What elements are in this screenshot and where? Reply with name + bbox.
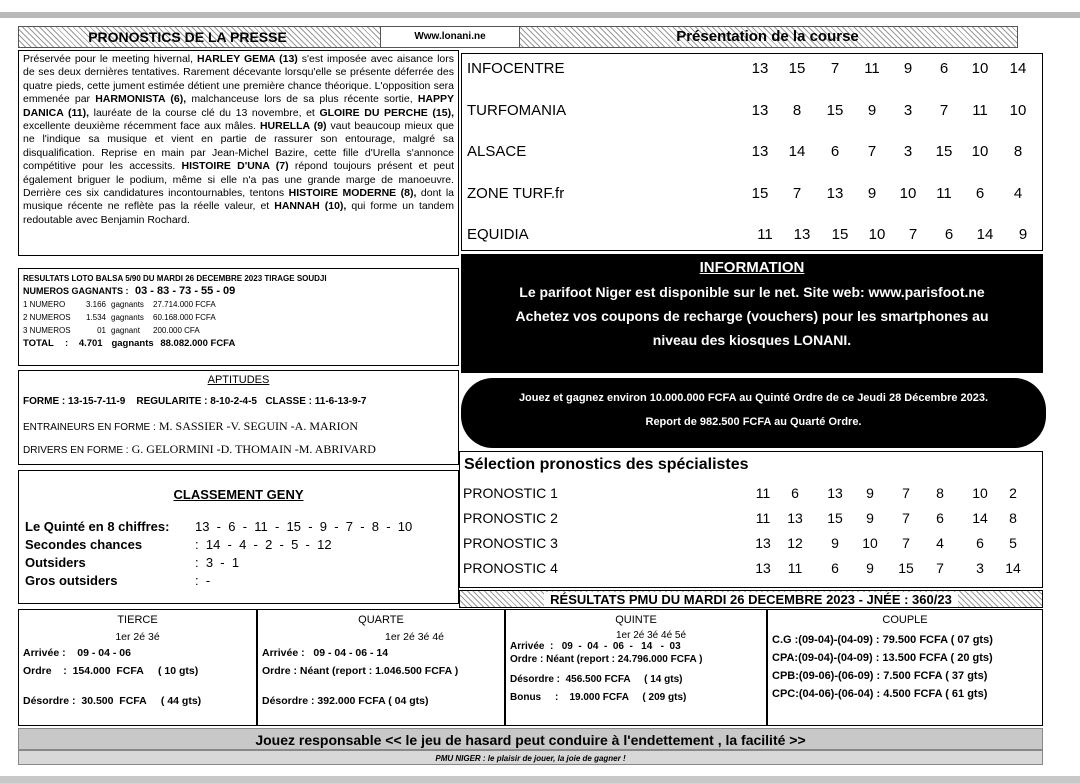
horse-number: 15 <box>751 184 769 202</box>
pronostic-name: PRONOSTIC 2 <box>463 510 558 526</box>
horse-number: 3 <box>903 143 913 160</box>
horse-name: HISTOIRE MODERNE (8), <box>288 187 417 200</box>
tierce-places: 1er 2é 3é <box>115 631 160 643</box>
pronostic-name: PRONOSTIC 3 <box>463 535 558 551</box>
horse-number: 9 <box>867 101 877 119</box>
horse-number: 9 <box>866 510 874 526</box>
horse-number: 4 <box>936 535 944 551</box>
couple-row: CPB:(09-06)-(06-09) : 7.500 FCFA ( 37 gts) <box>772 670 988 682</box>
press-text: dont la musique récente ne reflète pas la réelle valeur, et <box>23 187 454 213</box>
loto-row <box>23 298 454 311</box>
horse-number: 10 <box>899 184 917 202</box>
tierce-title: TIERCE <box>117 614 158 626</box>
loto-row-count: 3.166 <box>85 300 106 309</box>
horse-number: 13 <box>827 485 843 501</box>
horse-number: 9 <box>1018 226 1028 243</box>
geny-row-label: Secondes chances <box>25 537 143 552</box>
presentation-source: ALSACE <box>467 143 527 160</box>
quinte-box <box>505 609 767 726</box>
horse-number: 7 <box>908 226 918 243</box>
couple-rows <box>768 634 1042 700</box>
horse-number: 6 <box>831 560 839 576</box>
couple-row: CPC:(04-06)-(06-04) : 4.500 FCFA ( 61 gts) <box>772 688 988 700</box>
quarte-desordre: Désordre : 392.000 FCFA ( 04 gts) <box>262 695 429 707</box>
horse-number: 13 <box>751 60 769 77</box>
geny-row <box>25 554 452 572</box>
horse-number: 10 <box>972 485 988 501</box>
presentation-title: Présentation de la course <box>676 28 859 45</box>
aptitudes-title: APTITUDES <box>207 374 270 386</box>
press-text: qui forme un tandem redoutable avec Benjamin Rochard. <box>23 200 454 226</box>
press-title: PRONOSTICS DE LA PRESSE <box>88 29 287 45</box>
loto-row <box>23 324 454 337</box>
presentation-row <box>462 143 1044 163</box>
presentation-row <box>462 226 1044 246</box>
horse-number: 14 <box>1005 560 1021 576</box>
loto-row-label: 1 NUMERO <box>23 300 66 309</box>
horse-number: 10 <box>868 226 886 243</box>
pmu-results-title: RÉSULTATS PMU DU MARDI 26 DECEMBRE 2023 - JNÉE : 360/23 <box>459 590 1043 608</box>
horse-number: 7 <box>939 101 949 119</box>
horse-number: 13 <box>793 226 811 243</box>
horse-number: 14 <box>972 510 988 526</box>
horse-number: 9 <box>867 184 877 202</box>
aptitudes-drivers: DRIVERS EN FORME : G. GELORMINI -D. THOMAIN -M. ABRIVARD <box>23 442 376 456</box>
horse-number: 7 <box>830 60 840 77</box>
geny-row <box>25 518 452 536</box>
horse-name: GLOIRE DU PERCHE (15), <box>319 106 454 119</box>
horse-number: 13 <box>755 535 771 551</box>
horse-name: HARLEY GEMA (13) <box>197 53 298 65</box>
horse-number: 14 <box>1009 60 1027 77</box>
selection-title: Sélection pronostics des spécialistes <box>464 456 749 473</box>
horse-number: 7 <box>902 535 910 551</box>
loto-results <box>18 268 459 366</box>
information-title: INFORMATION <box>699 259 805 276</box>
loto-row-amount: 60.168.000 FCFA <box>153 313 216 322</box>
loto-row-unit: gagnants <box>111 313 144 322</box>
loto-row-count: 1.534 <box>85 313 106 322</box>
horse-number: 3 <box>976 560 984 576</box>
horse-name: HISTOIRE D'UNA (7) <box>181 160 289 173</box>
horse-number: 6 <box>976 535 984 551</box>
quinte-ordre: Ordre : Néant (report : 24.796.000 FCFA ) <box>510 654 703 665</box>
geny-row <box>25 536 452 554</box>
quinte-bonus: Bonus : 19.000 FCFA ( 209 gts) <box>510 692 687 703</box>
quinte-desordre: Désordre : 456.500 FCFA ( 14 gts) <box>510 674 683 685</box>
geny-row-value: : - <box>195 573 211 588</box>
horse-name: HARMONISTA (6), <box>95 93 187 106</box>
press-text: Préservée pour le meeting hivernal, <box>23 53 198 65</box>
quarte-box <box>257 609 505 726</box>
horse-number: 2 <box>1009 485 1017 501</box>
presentation-source: INFOCENTRE <box>467 60 565 77</box>
geny-row-label: Le Quinté en 8 chiffres: <box>25 519 170 534</box>
loto-row-unit: gagnant <box>111 326 140 335</box>
horse-number: 14 <box>976 226 994 243</box>
horse-number: 8 <box>1009 510 1017 526</box>
horse-number: 7 <box>902 485 910 501</box>
quarte-ordre: Ordre : Néant (report : 1.046.500 FCFA ) <box>262 665 459 677</box>
horse-number: 8 <box>792 101 802 119</box>
press-text: lauréate de la course clé du 13 novembre, et <box>89 106 320 119</box>
horse-number: 7 <box>867 143 877 160</box>
geny-row-value: 13 - 6 - 11 - 15 - 9 - 7 - 8 - 10 <box>195 519 413 534</box>
pronostic-name: PRONOSTIC 1 <box>463 485 558 501</box>
loto-row-unit: gagnants <box>111 300 144 309</box>
presentation-source: ZONE TURF.fr <box>467 184 565 202</box>
tierce-box <box>18 609 257 726</box>
information-line-2: Achetez vos coupons de recharge (vouchers) pour les smartphones au <box>515 308 989 324</box>
presentation-table <box>461 53 1043 251</box>
bottom-rule <box>0 776 1080 783</box>
horse-number: 13 <box>787 510 803 526</box>
press-text: malchanceuse lors de sa plus récente sortie, <box>186 93 418 106</box>
horse-number: 11 <box>755 510 771 526</box>
horse-number: 12 <box>787 535 803 551</box>
couple-title: COUPLE <box>882 614 928 626</box>
quarte-arrivee: Arrivée : 09 - 04 - 06 - 14 <box>262 647 389 659</box>
horse-number: 13 <box>751 101 769 119</box>
horse-number: 11 <box>972 101 988 119</box>
horse-number: 9 <box>903 60 913 77</box>
information-line-3: niveau des kiosques LONANI. <box>652 332 852 348</box>
aptitudes-entraineurs: ENTRAINEURS EN FORME : M. SASSIER -V. SEGUIN -A. MARION <box>23 419 358 433</box>
horse-number: 14 <box>788 143 806 160</box>
horse-number: 15 <box>827 510 843 526</box>
tierce-arrivee: Arrivée : 09 - 04 - 06 <box>23 647 131 659</box>
jackpot-banner <box>461 378 1046 448</box>
information-box <box>461 254 1043 373</box>
quinte-places: 1er 2é 3é 4é 5é <box>615 630 687 641</box>
presentation-row <box>462 102 1044 122</box>
tierce-desordre: Désordre : 30.500 FCFA ( 44 gts) <box>23 695 202 707</box>
loto-title: RESULTATS LOTO BALSA 5/90 DU MARDI 26 DECEMBRE 2023 TIRAGE SOUDJI <box>23 274 327 283</box>
loto-total: TOTAL : 4.701 gagnants 88.082.000 FCFA <box>23 338 236 349</box>
horse-number: 13 <box>755 560 771 576</box>
pronostic-row <box>460 535 1042 555</box>
geny-row-value: : 14 - 4 - 2 - 5 - 12 <box>195 537 332 552</box>
quarte-title: QUARTE <box>358 614 404 626</box>
press-text: s'est imposée avec aisance lors de ses deux dernières tentatives. Rarement décevante lorsqu'elle se présente déferrée des quatre pieds, cette jument estimée détient une première chance théorique. L'opposition sera emmenée par <box>23 53 454 106</box>
geny-rows <box>25 518 452 590</box>
horse-number: 10 <box>862 535 878 551</box>
horse-name: HANNAH (10), <box>274 200 347 213</box>
pronostic-row <box>460 510 1042 530</box>
tierce-ordre: Ordre : 154.000 FCFA ( 10 gts) <box>23 665 199 677</box>
jackpot-line-1: Jouez et gagnez environ 10.000.000 FCFA au Quinté Ordre de ce Jeudi 28 Décembre 2023. <box>518 392 989 404</box>
horse-number: 15 <box>788 60 806 77</box>
horse-number: 11 <box>757 226 773 243</box>
horse-number: 6 <box>830 143 840 160</box>
horse-number: 11 <box>936 184 952 202</box>
loto-row-count: 01 <box>97 326 106 335</box>
horse-number: 13 <box>826 184 844 202</box>
horse-number: 6 <box>975 184 985 202</box>
aptitudes-section <box>18 370 459 465</box>
pronostic-name: PRONOSTIC 4 <box>463 560 558 576</box>
information-line-1: Le parifoot Niger est disponible sur le net. Site web: www.parisfoot.ne <box>519 284 985 300</box>
horse-number: 5 <box>1009 535 1017 551</box>
horse-number: 10 <box>1009 101 1027 119</box>
horse-number: 11 <box>787 560 803 576</box>
presentation-source: EQUIDIA <box>467 226 529 243</box>
geny-row-value: : 3 - 1 <box>195 555 240 570</box>
presentation-row <box>462 185 1044 205</box>
quarte-places: 1er 2é 3é 4é <box>385 631 444 643</box>
horse-number: 3 <box>903 101 913 119</box>
loto-row-amount: 200.000 CFA <box>153 326 200 335</box>
quinte-title: QUINTE <box>615 614 657 626</box>
horse-number: 15 <box>831 226 849 243</box>
horse-number: 9 <box>866 485 874 501</box>
press-paragraph <box>18 50 459 256</box>
jackpot-line-2: Report de 982.500 FCFA au Quarté Ordre. <box>645 416 862 428</box>
horse-number: 10 <box>971 60 989 77</box>
horse-number: 9 <box>831 535 839 551</box>
horse-number: 15 <box>826 101 844 119</box>
horse-number: 11 <box>755 485 771 501</box>
loto-row-amount: 27.714.000 FCFA <box>153 300 216 309</box>
aptitudes-forme: FORME : 13-15-7-11-9 REGULARITE : 8-10-2-4-5 CLASSE : 11-6-13-9-7 <box>23 396 367 407</box>
horse-number: 4 <box>1013 184 1023 202</box>
loto-numbers: 03 - 83 - 73 - 55 - 09 <box>135 285 236 297</box>
horse-number: 8 <box>1013 143 1023 160</box>
pronostic-row <box>460 560 1042 580</box>
horse-number: 6 <box>939 60 949 77</box>
horse-number: 15 <box>898 560 914 576</box>
horse-number: 7 <box>936 560 944 576</box>
horse-number: 13 <box>751 143 769 160</box>
horse-number: 10 <box>971 143 989 160</box>
top-rule <box>0 12 1080 18</box>
couple-row: CPA:(09-04)-(04-09) : 13.500 FCFA ( 20 gts) <box>772 652 993 664</box>
horse-name: HURELLA (9) <box>259 120 327 133</box>
press-text: vaut beaucoup mieux que ne l'indique sa musique et vient en partie de rassurer son entourage, malgré sa disqualification. Reprise en main par Jean-Michel Bazire, cette fille d'Urella s'annonce compétitive pour les accessits. <box>23 120 454 173</box>
geny-row <box>25 572 452 590</box>
loto-row <box>23 311 454 324</box>
press-text: excellente deuxième récemment face aux mâles. <box>23 120 260 133</box>
horse-number: 8 <box>936 485 944 501</box>
loto-row-label: 3 NUMEROS <box>23 326 71 335</box>
classement-geny <box>18 470 459 604</box>
loto-rows <box>23 298 454 337</box>
selection-pronostics <box>459 451 1043 588</box>
couple-row: C.G :(09-04)-(04-09) : 79.500 FCFA ( 07 gts) <box>772 634 993 646</box>
horse-number: 7 <box>792 184 802 202</box>
press-text: répond toujours présent et peut également briguer le podium, même si elle n'a pas une grande marge de manoeuvre. Derrière ces six candidatures incontournables, tentons <box>23 160 454 200</box>
geny-row-label: Outsiders <box>25 555 86 570</box>
loto-row-label: 2 NUMEROS <box>23 313 71 322</box>
horse-number: 6 <box>936 510 944 526</box>
couple-box <box>767 609 1043 726</box>
horse-number: 15 <box>935 143 953 160</box>
geny-row-label: Gros outsiders <box>25 573 118 588</box>
quinte-arrivee: Arrivée : 09 - 04 - 06 - 14 - 03 <box>510 641 681 652</box>
horse-number: 6 <box>944 226 954 243</box>
pmu-slogan: PMU NIGER : le plaisir de jouer, la joie de gagner ! <box>18 750 1043 765</box>
loto-winning-numbers: NUMEROS GAGNANTS : 03 - 83 - 73 - 55 - 09 <box>23 285 236 297</box>
presentation-row <box>462 60 1044 80</box>
pronostic-row <box>460 485 1042 505</box>
horse-number: 9 <box>866 560 874 576</box>
website-url[interactable]: Www.lonani.ne <box>380 26 520 48</box>
horse-name: HAPPY DANICA (11), <box>23 93 454 119</box>
responsible-gaming-banner: Jouez responsable << le jeu de hasard peut conduire à l'endettement , la facilité >> <box>18 728 1043 750</box>
horse-number: 7 <box>902 510 910 526</box>
presentation-source: TURFOMANIA <box>467 101 567 119</box>
geny-title: CLASSEMENT GENY <box>173 487 304 502</box>
horse-number: 11 <box>864 60 880 77</box>
horse-number: 6 <box>791 485 799 501</box>
